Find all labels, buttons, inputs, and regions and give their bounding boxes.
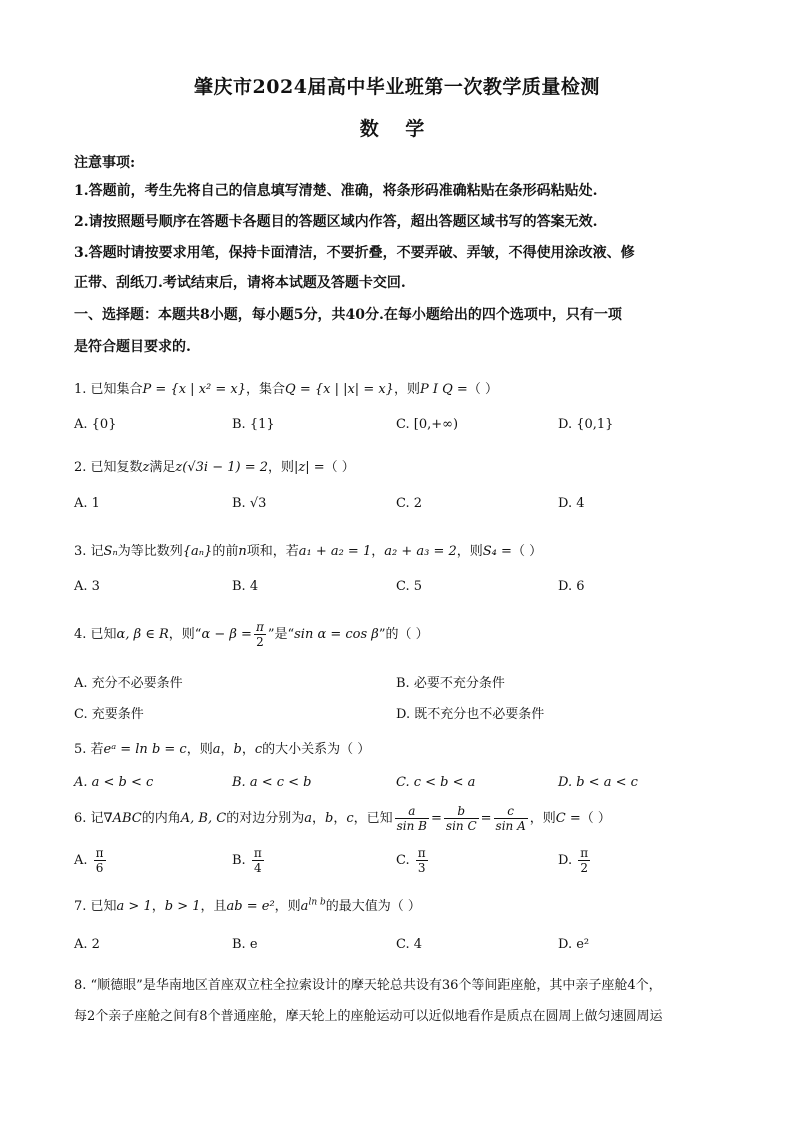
- question-6-stem: 6. 记∇ABC的内角A, B, C的对边分别为a，b，c，已知 $\frac{a}{\text{sin B}}$ = $\frac{b}{\text{sin C}}$ = $\frac{c}{\text{sin A}}$ ，则C =（ ）: [74, 804, 611, 833]
- q5-text-e: 的大小关系为（ ）: [262, 742, 371, 757]
- q4-text-d: ”的（ ）: [378, 627, 429, 642]
- q2-math-z: z: [142, 460, 150, 475]
- q6-opt-a-num: π: [95, 846, 104, 860]
- question-7-stem: [74, 895, 734, 914]
- q6-opt-c-label: C.: [396, 853, 410, 868]
- q6-text-f: （ ）: [580, 811, 611, 826]
- note-4: 正带、刮纸刀.考试结束后，请将本试题及答题卡交回.: [74, 275, 406, 291]
- q2-text-d: （ ）: [324, 460, 355, 475]
- note-2: 2.请按照题号顺序在答题卡各题目的答题区域内作答，超出答题区域书写的答案无效.: [74, 214, 598, 230]
- section-heading-line-1: 一、选择题：本题共8小题，每小题5分，共40分.在每小题给出的四个选项中，只有一项: [74, 307, 622, 323]
- q3-text-a: 3. 记: [74, 544, 104, 559]
- q4-text-c: ”是“: [267, 627, 295, 642]
- q6-opt-d-num: π: [580, 846, 589, 860]
- q6-opt-b-den: 4: [253, 861, 262, 875]
- question-8-line-2: 每2个亲子座舱之间有8个普通座舱，摩天轮上的座舱运动可以近似地看作是质点在圆周上做匀速圆周运: [74, 1009, 663, 1024]
- exam-subject: 数 学: [359, 118, 435, 140]
- q5-sep-1: ，: [220, 742, 234, 757]
- q7-sep: ，: [151, 899, 165, 914]
- q7-math-a: a > 1: [116, 899, 152, 914]
- q7-option-d: D. e²: [558, 937, 590, 952]
- q5-option-a: A. a < b < c: [74, 775, 154, 790]
- q5-option-d: D. b < a < c: [558, 775, 638, 790]
- q6-opt-d-frac: [578, 846, 590, 875]
- q2-option-c: C. 2: [396, 496, 423, 511]
- q3-option-d: D. 6: [558, 579, 585, 594]
- q6-text-c: 的对边分别为: [226, 811, 305, 826]
- q3-sep: ，: [371, 544, 385, 559]
- q5-option-b: B. a < c < b: [232, 775, 312, 790]
- q5-math-eq: eᵃ = ln b = c: [103, 742, 187, 757]
- question-5-stem: [74, 738, 734, 757]
- question-8-line-1: 8. “顺德眼”是华南地区首座双立柱全拉索设计的摩天轮总共设有36个等间距座舱，其中亲子座舱4个，: [74, 978, 662, 993]
- exam-title: 肇庆市2024届高中毕业班第一次教学质量检测: [194, 76, 600, 98]
- q7-text-d: 的最大值为（ ）: [325, 899, 421, 914]
- q2-option-d: D. 4: [558, 496, 585, 511]
- q2-text-c: ，则: [267, 460, 294, 475]
- q6-fraction-2: [444, 804, 479, 833]
- question-4-stem: [74, 620, 734, 649]
- q7-option-c: C. 4: [396, 937, 423, 952]
- q6-math-angles: A, B, C: [180, 811, 227, 826]
- q6-f2-den: sin C: [445, 819, 477, 833]
- q1-math-p: P = {x | x² = x}: [142, 382, 247, 397]
- q6-option-d: [558, 846, 592, 875]
- q1-text-b: ，集合: [246, 382, 286, 397]
- q6-text-b: 的内角: [141, 811, 181, 826]
- q6-f1-num: a: [395, 804, 429, 819]
- q6-math-b: b: [325, 811, 334, 826]
- q6-opt-c-num: π: [417, 846, 426, 860]
- q3-text-f: （ ）: [511, 544, 543, 559]
- q4-option-d: D. 既不充分也不必要条件: [396, 707, 545, 722]
- q6-f3-num: c: [494, 804, 528, 819]
- q5-math-c: c: [254, 742, 263, 757]
- q2-math-abs: |z| =: [294, 460, 325, 475]
- q2-math-eq: z(√3i − 1) = 2: [175, 460, 268, 475]
- q1-option-a: A. {0}: [74, 417, 117, 432]
- q6-opt-b-label: B.: [232, 853, 246, 868]
- notes-heading: 注意事项:: [74, 155, 136, 171]
- q6-sep-2: ，: [333, 811, 347, 826]
- q2-text-a: 2. 已知复数: [74, 460, 143, 475]
- q7-math-exp: ln b: [308, 897, 326, 908]
- q3-math-n: n: [238, 544, 247, 559]
- q6-opt-b-frac: [252, 846, 264, 875]
- q7-text-a: 7. 已知: [74, 899, 117, 914]
- q4-option-c: C. 充要条件: [74, 707, 144, 722]
- q4-math-ab: α, β ∈ R: [116, 627, 169, 642]
- q6-opt-d-label: D.: [558, 853, 573, 868]
- q4-option-a: A. 充分不必要条件: [74, 676, 183, 691]
- q6-option-a: [74, 846, 108, 875]
- question-3-stem: [74, 540, 734, 559]
- q6-math-c: c: [346, 811, 354, 826]
- q6-f2-num: b: [444, 804, 479, 819]
- q4-math-sincos: sin α = cos β: [294, 627, 379, 642]
- question-2-stem: [74, 456, 734, 475]
- q7-text-c: ，则: [274, 899, 301, 914]
- q4-frac-num: π: [255, 620, 264, 634]
- q3-text-c: 的前: [212, 544, 239, 559]
- q6-math-c-eq: C =: [555, 811, 581, 826]
- q4-frac-den: 2: [256, 635, 264, 649]
- q7-option-a: A. 2: [74, 937, 100, 952]
- q4-text-a: 4. 已知: [74, 627, 117, 642]
- q1-math-q: Q = {x | |x| = x}: [285, 382, 394, 397]
- q6-math-triangle: ∇ABC: [103, 811, 142, 826]
- q6-text-d: ，已知: [353, 811, 393, 826]
- q7-text-b: ，且: [200, 899, 227, 914]
- q2-text-b: 满足: [149, 460, 176, 475]
- q7-math-b: b > 1: [164, 899, 201, 914]
- q3-math-an: {aₙ}: [182, 544, 213, 559]
- q6-f3-den: sin A: [495, 819, 526, 833]
- q3-math-cond2: a₂ + a₃ = 2: [384, 544, 457, 559]
- q6-opt-b-num: π: [253, 846, 262, 860]
- section-heading-line-2: 是符合题目要求的.: [74, 339, 191, 355]
- q1-option-b: B. {1}: [232, 417, 275, 432]
- q3-math-sn: Sₙ: [103, 544, 118, 559]
- q1-text-d: （ ）: [467, 382, 498, 397]
- q3-text-e: ，则: [456, 544, 483, 559]
- q3-option-c: C. 5: [396, 579, 423, 594]
- q6-opt-a-frac: [94, 846, 106, 875]
- q3-text-b: 为等比数列: [117, 544, 183, 559]
- q1-option-c: C. [0,+∞): [396, 417, 459, 432]
- q6-text-e: ，则: [529, 811, 556, 826]
- q6-fraction-3: [494, 804, 528, 833]
- q1-option-d: D. {0,1}: [558, 417, 614, 432]
- q6-option-c: [396, 846, 430, 875]
- q4-fraction: [254, 620, 266, 649]
- q3-option-b: B. 4: [232, 579, 259, 594]
- q7-math-base: a: [300, 899, 309, 914]
- q3-option-a: A. 3: [74, 579, 100, 594]
- q6-sep-1: ，: [311, 811, 325, 826]
- q6-opt-a-label: A.: [74, 853, 88, 868]
- q3-math-s4: S₄ =: [482, 544, 512, 559]
- q4-option-b: B. 必要不充分条件: [396, 676, 505, 691]
- q6-math-a: a: [304, 811, 312, 826]
- note-1: 1.答题前，考生先将自己的信息填写清楚、准确，将条形码准确粘贴在条形码粘贴处.: [74, 183, 598, 199]
- q7-math-ab: ab = e²: [226, 899, 275, 914]
- q4-math-diff: α − β =: [201, 627, 252, 642]
- q1-text-c: ，则: [393, 382, 420, 397]
- q6-f1-den: sin B: [396, 819, 427, 833]
- q6-opt-d-den: 2: [580, 861, 588, 875]
- q6-opt-c-frac: [416, 846, 428, 875]
- q6-text-a: 6. 记: [74, 811, 104, 826]
- q5-text-b: ，则: [186, 742, 213, 757]
- q2-option-b: B. √3: [232, 496, 267, 511]
- q5-text-a: 5. 若: [74, 742, 104, 757]
- q4-text-b: ，则“: [168, 627, 202, 642]
- q5-sep-2: ，: [241, 742, 255, 757]
- q6-opt-a-den: 6: [95, 861, 104, 875]
- q5-math-b: b: [233, 742, 242, 757]
- q3-text-d: 项和，若: [246, 544, 299, 559]
- q3-math-cond1: a₁ + a₂ = 1: [298, 544, 372, 559]
- q6-opt-c-den: 3: [417, 861, 426, 875]
- note-3: 3.答题时请按要求用笔，保持卡面清洁，不要折叠，不要弄破、弄皱，不得使用涂改液、修: [74, 245, 635, 261]
- q5-math-a: a: [212, 742, 221, 757]
- q1-math-pq: P I Q =: [419, 382, 468, 397]
- question-1-stem: [74, 378, 734, 397]
- q5-option-c: C. c < b < a: [396, 775, 476, 790]
- q6-fraction-1: [395, 804, 429, 833]
- q2-option-a: A. 1: [74, 496, 100, 511]
- q6-option-b: [232, 846, 266, 875]
- q1-text-a: 1. 已知集合: [74, 382, 143, 397]
- q7-option-b: B. e: [232, 937, 258, 952]
